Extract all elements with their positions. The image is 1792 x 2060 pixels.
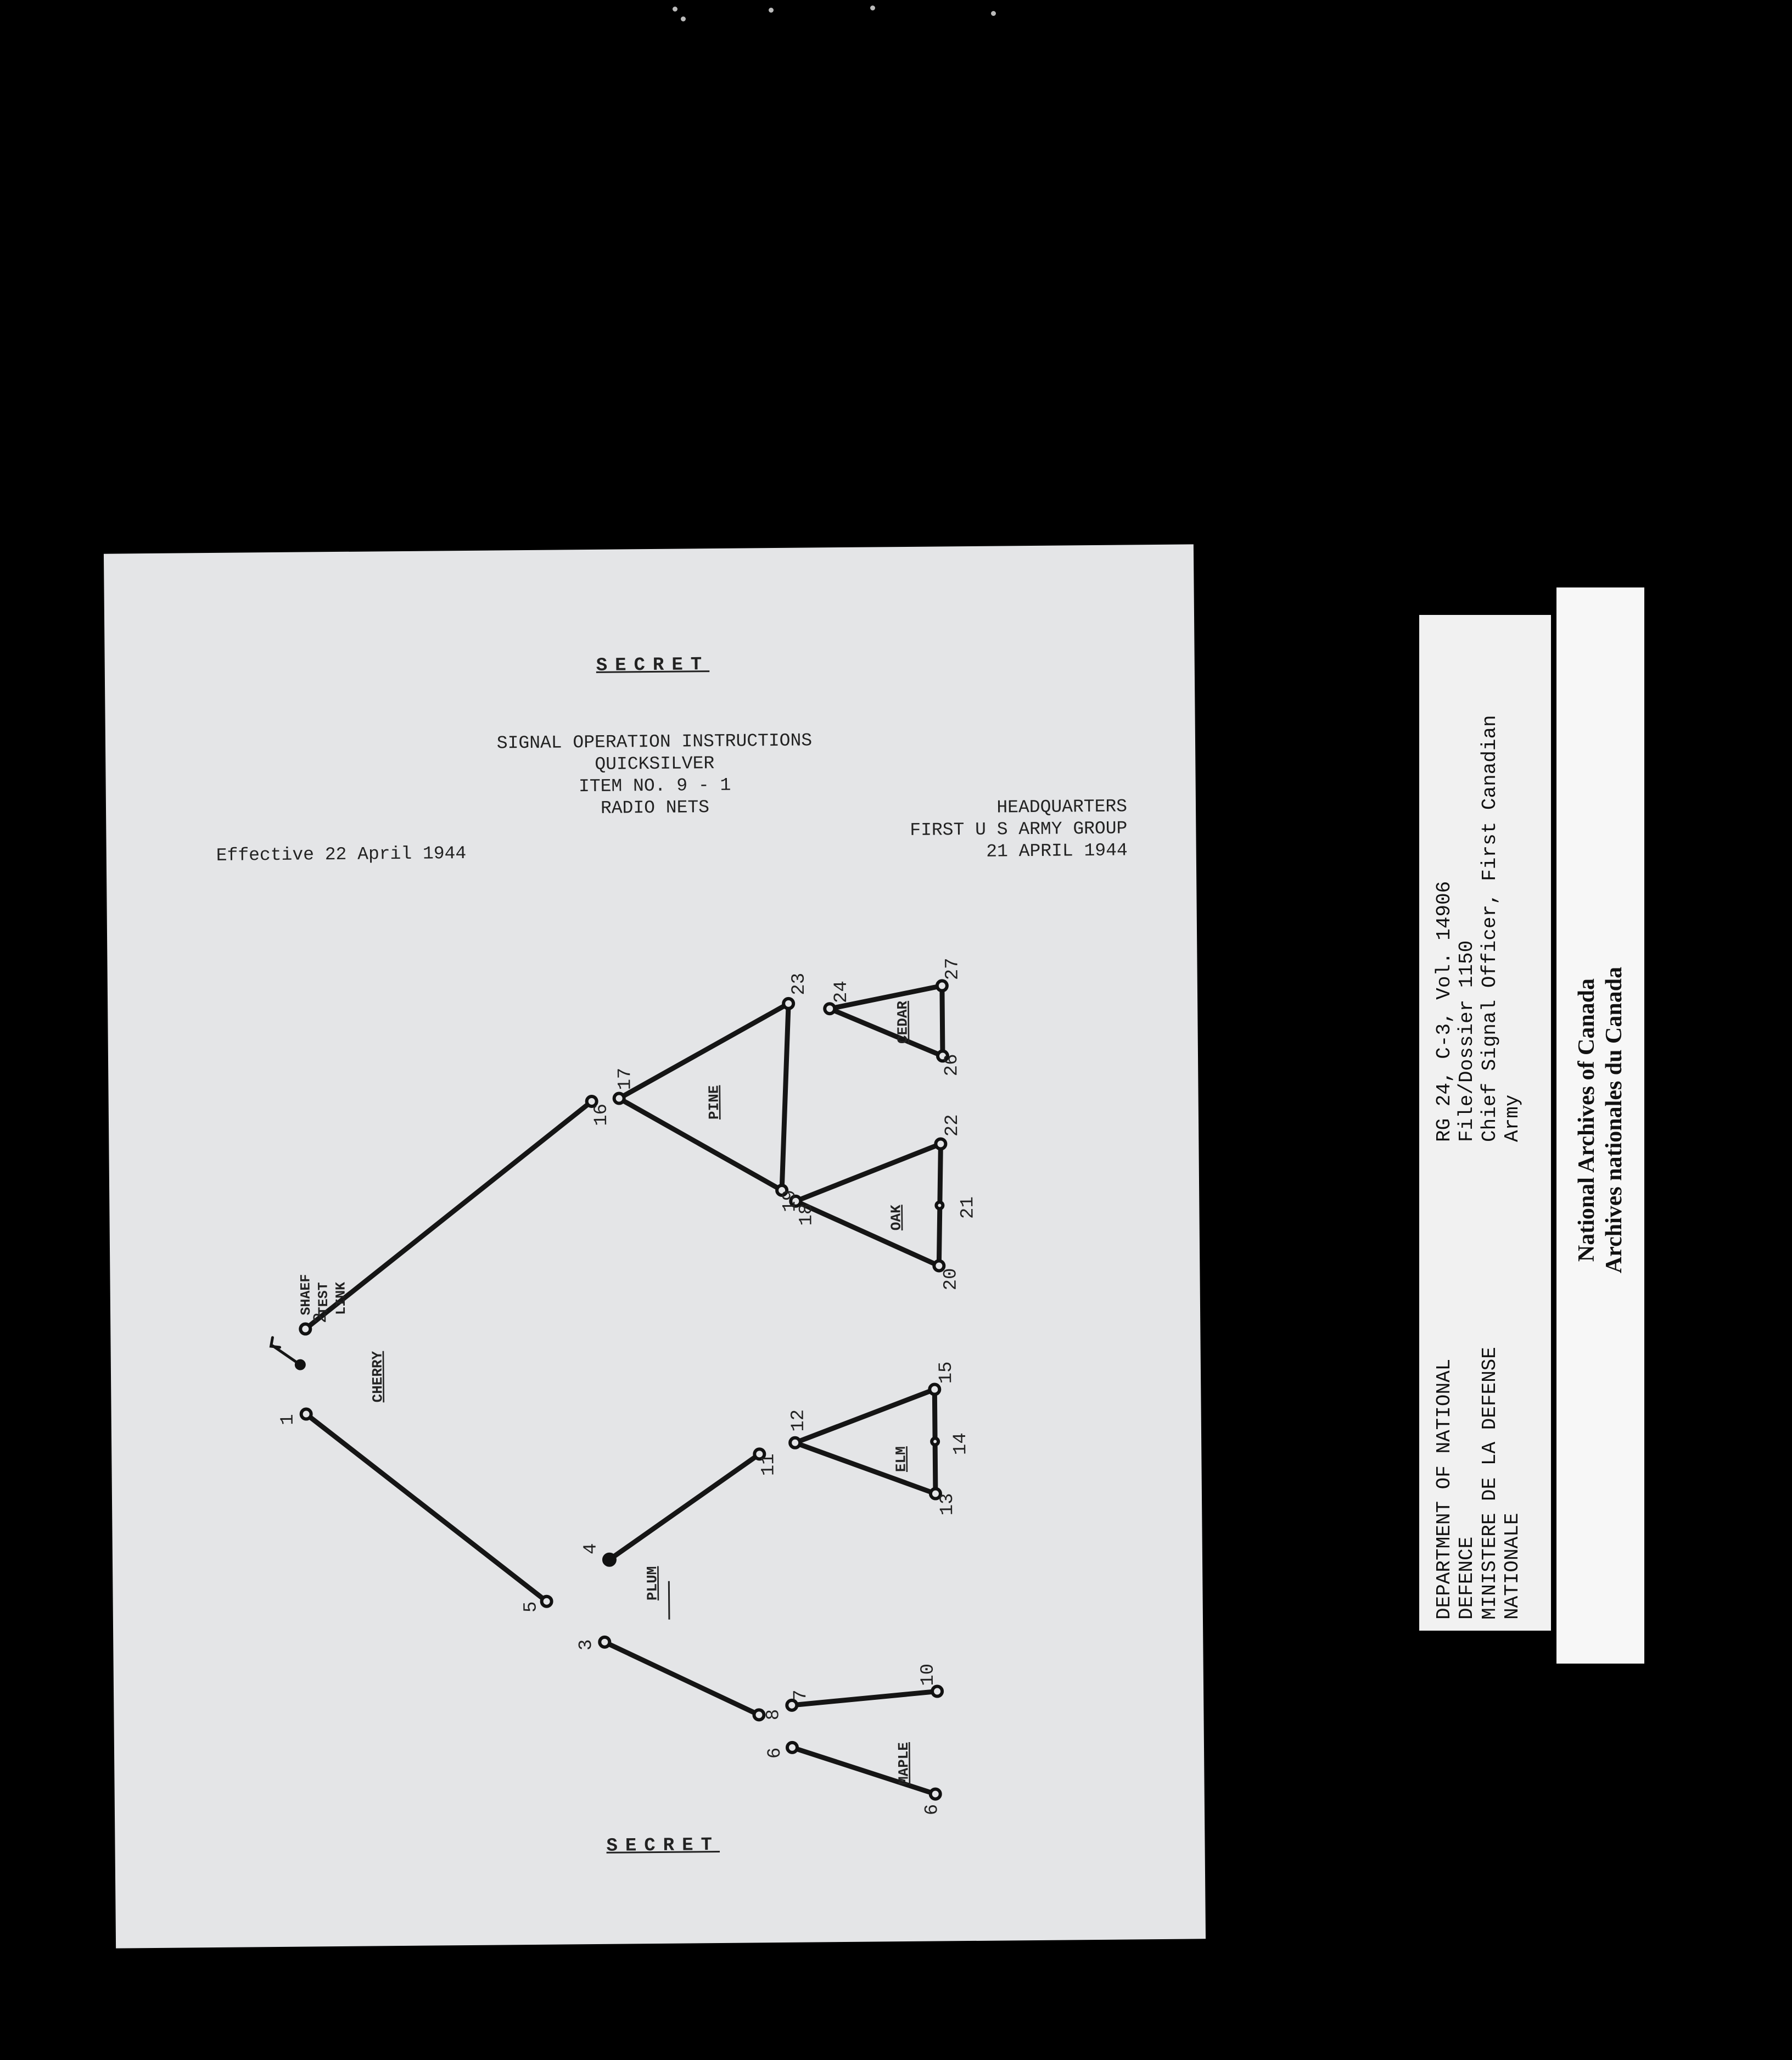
node-24-label: 24 <box>831 981 853 1004</box>
dept-line-1: DEPARTMENT OF NATIONAL <box>1433 1358 1455 1620</box>
net-oak-label: OAK <box>888 1205 905 1231</box>
node-14-label: 14 <box>950 1432 972 1456</box>
dept-line-3: MINISTERE DE LA DEFENSE <box>1478 1347 1501 1620</box>
node-5-label: 5 <box>520 1601 542 1613</box>
node-2-label: 2 <box>311 1312 332 1324</box>
net-elm-label: ELM <box>893 1446 910 1473</box>
node-13-label: 13 <box>937 1493 959 1516</box>
radio-nets-diagram <box>104 544 1206 1948</box>
node-17-label: 17 <box>615 1067 636 1090</box>
link-4-11 <box>608 1454 760 1559</box>
node-12 <box>790 1438 800 1448</box>
title-line-2: QUICKSILVER <box>595 753 715 775</box>
ref-line-2: File/Dossier 1150 <box>1455 940 1479 1142</box>
node-14 <box>932 1438 938 1445</box>
net-cedar-label: CEDAR <box>894 1000 911 1044</box>
dept-line-4: NATIONALE <box>1501 1513 1524 1620</box>
shaef-line-3: LINK <box>333 1281 350 1316</box>
node-17 <box>614 1093 624 1103</box>
node-1-label: 1 <box>277 1414 299 1426</box>
node-20-label: 20 <box>940 1268 962 1291</box>
link-1-5 <box>306 1412 547 1604</box>
node-23 <box>783 999 793 1009</box>
node-4-label: 4 <box>580 1543 602 1555</box>
link-18-20 <box>796 1200 939 1267</box>
hq-line-3: 21 APRIL 1944 <box>986 840 1128 862</box>
node-27-label: 27 <box>942 958 964 981</box>
link-26-27 <box>942 986 943 1056</box>
node-10 <box>932 1686 942 1696</box>
link-17-23 <box>618 1004 789 1099</box>
link-17-19 <box>619 1097 782 1192</box>
node-7-label: 7 <box>791 1689 812 1701</box>
secret-heading-bottom: SECRET <box>606 1835 720 1857</box>
node-22 <box>936 1139 945 1149</box>
node-23-label: 23 <box>788 972 810 995</box>
node-16-label: 16 <box>591 1103 613 1126</box>
node-3 <box>600 1637 609 1647</box>
link-19-23 <box>780 1004 790 1190</box>
node-15 <box>929 1384 939 1394</box>
department-block <box>1433 1347 1524 1620</box>
node-26-label: 26 <box>941 1054 963 1077</box>
node-21-label: 21 <box>957 1196 979 1219</box>
net-pine-label: PINE <box>705 1085 723 1120</box>
node-4 <box>604 1554 615 1565</box>
node-1 <box>301 1409 311 1419</box>
node-2 <box>300 1324 310 1334</box>
hq-line-2: FIRST U S ARMY GROUP <box>910 818 1128 841</box>
node-8-label: 8 <box>763 1709 785 1721</box>
node-19-label: 19 <box>780 1189 801 1213</box>
link-7-10 <box>792 1692 937 1705</box>
link-24-26 <box>830 1007 943 1057</box>
hq-line-1: HEADQUARTERS <box>996 796 1128 818</box>
node-21 <box>936 1202 943 1208</box>
net-maple-label: MAPLE <box>895 1742 912 1785</box>
link-3-8 <box>604 1641 759 1716</box>
dept-line-2: DEFENCE <box>1455 1536 1479 1620</box>
shaef-line-2: TEST <box>315 1282 332 1316</box>
node-7 <box>787 1700 797 1710</box>
node-6 <box>787 1743 797 1753</box>
link-12-15 <box>794 1390 935 1443</box>
node-6-label: 6 <box>764 1747 786 1759</box>
node-3-label: 3 <box>576 1639 597 1651</box>
title-line-1: SIGNAL OPERATION INSTRUCTIONS <box>496 730 813 754</box>
node-8 <box>754 1710 764 1720</box>
link-6-9 <box>792 1746 936 1795</box>
title-line-3: ITEM NO. 9 - 1 <box>578 775 731 797</box>
title-line-4: RADIO NETS <box>600 797 710 819</box>
nac-line-1: National Archives of Canada <box>1574 978 1599 1262</box>
shaef-line-1: SHAEF <box>298 1274 315 1316</box>
secret-heading-top: SECRET <box>596 654 710 676</box>
node-27 <box>937 981 947 990</box>
net-plum-label: PLUM <box>644 1566 661 1601</box>
node-12-label: 12 <box>788 1409 809 1432</box>
effective-date: Effective 22 April 1944 <box>216 843 467 866</box>
ref-line-1: RG 24, C-3, Vol. 14906 <box>1433 881 1455 1142</box>
node-11-label: 11 <box>758 1453 780 1476</box>
shaef-node <box>296 1361 304 1369</box>
shaef-arrow-icon <box>271 1337 279 1347</box>
ref-line-3: Chief Signal Officer, First Canadian <box>1478 715 1501 1142</box>
net-cherry-label: CHERRY <box>369 1351 387 1403</box>
link-12-13 <box>795 1442 936 1495</box>
node-9 <box>931 1789 940 1799</box>
reference-block <box>1433 715 1524 1142</box>
node-10-label: 10 <box>917 1663 939 1686</box>
node-22-label: 22 <box>942 1114 964 1137</box>
node-18-label: 18 <box>796 1203 817 1226</box>
national-archives-label <box>1556 587 1644 1664</box>
ref-line-4: Army <box>1501 1094 1524 1142</box>
node-15-label: 15 <box>936 1361 957 1384</box>
archive-reference-label <box>1419 615 1551 1631</box>
national-archives-text <box>1573 928 1628 1312</box>
link-18-22 <box>795 1144 941 1201</box>
node-9-label: 9 <box>918 1804 940 1816</box>
node-5 <box>542 1597 552 1606</box>
document-page <box>104 544 1206 1948</box>
nac-line-2: Archives nationales du Canada <box>1601 966 1627 1274</box>
node-24 <box>825 1004 835 1014</box>
